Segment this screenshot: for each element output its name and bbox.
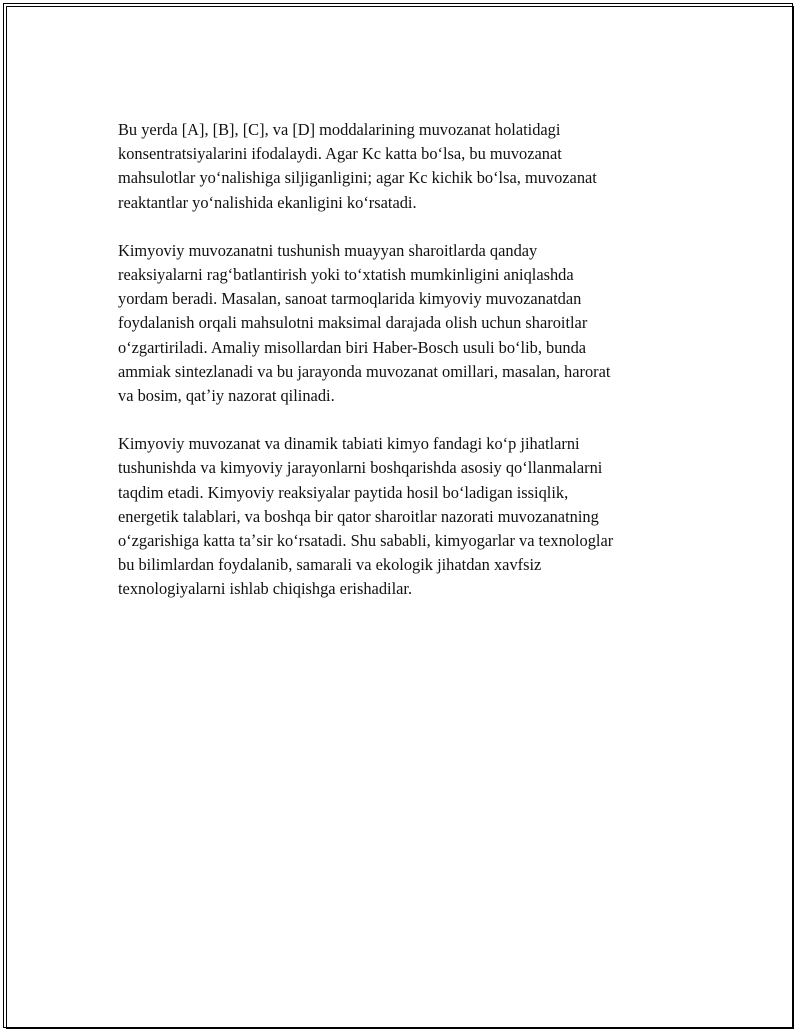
paragraph-equilibrium-constant: Bu yerda [A], [B], [C], va [D] moddalarining muvozanat holatidagi konsentratsiyalarini ifodalaydi. Agar Kc katta boʻlsa, bu muvozanat mahsulotlar yoʻnalishiga siljiganligini; agar Kc kichik boʻlsa, muvozanat reaktantlar yoʻnalishida ekanligini koʻrsatadi. — [118, 120, 597, 212]
paragraph-dynamic-nature: Kimyoviy muvozanat va dinamik tabiati kimyo fandagi koʻp jihatlarni tushunishda va kimyoviy jarayonlarni boshqarishda asosiy qoʻllanmalarni taqdim etadi. Kimyoviy reaksiyalar paytida hosil boʻladigan issiqlik, energetik talablari, va boshqa bir qator sharoitlar nazorati muvozanatning oʻzgarishiga katta taʼsir koʻrsatadi. Shu sababli, kimyogarlar va texnologlar bu bilimlardan foydalanib, samarali va ekologik jihatdan xavfsiz texnologiyalarni ishlab chiqishga erishadilar. — [118, 434, 614, 599]
document-body — [118, 118, 678, 626]
paragraph-understanding-equilibrium: Kimyoviy muvozanatni tushunish muayyan sharoitlarda qanday reaksiyalarni ragʻbatlantirish yoki toʻxtatish mumkinligini aniqlashda yordam beradi. Masalan, sanoat tarmoqlarida kimyoviy muvozanatdan foydalanish orqali mahsulotni maksimal darajada olish uchun sharoitlar oʻzgartiriladi. Amaliy misollardan biri Haber-Bosch usuli boʻlib, bunda ammiak sintezlanadi va bu jarayonda muvozanat omillari, masalan, harorat va bosim, qatʼiy nazorat qilinadi. — [118, 240, 611, 406]
